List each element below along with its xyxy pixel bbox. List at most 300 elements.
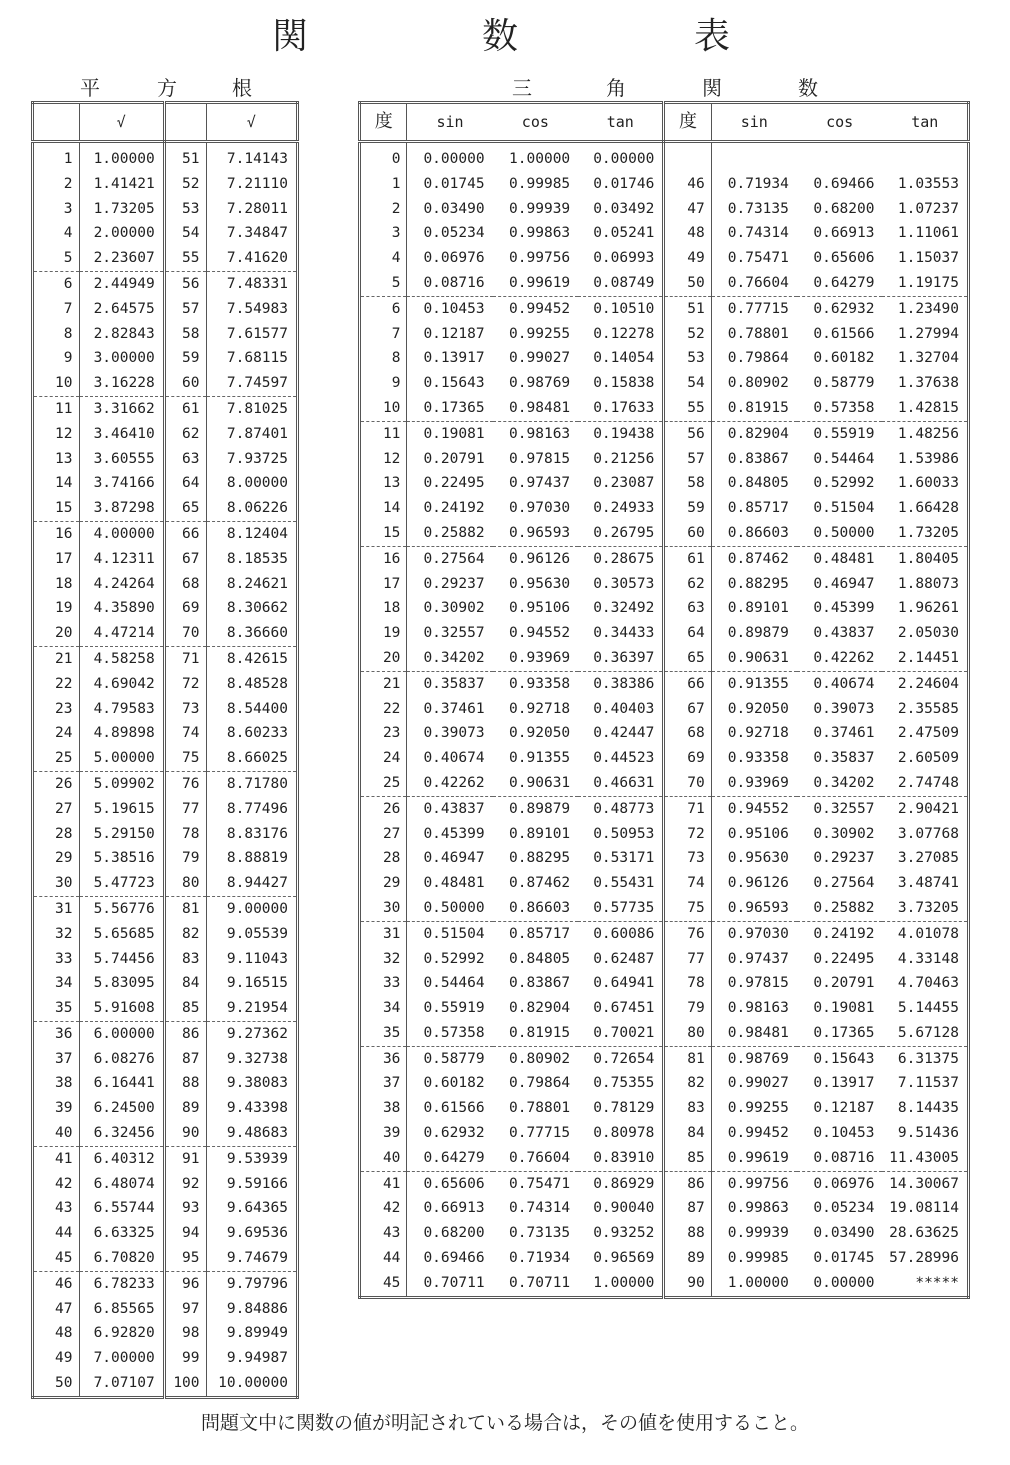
trig-sin: 0.99939 bbox=[727, 1225, 789, 1242]
table-row bbox=[360, 221, 969, 246]
sqrt-heading-char: 平 bbox=[80, 76, 100, 100]
sqrt-value: 4.24264 bbox=[79, 572, 164, 597]
sqrt-value: 7.68115 bbox=[226, 350, 288, 367]
trig-cos: 0.81915 bbox=[493, 1021, 579, 1046]
sqrt-value: 8.88819 bbox=[226, 850, 288, 867]
sqrt-value: 4.35890 bbox=[79, 596, 164, 621]
trig-tan: 1.42815 bbox=[882, 396, 968, 421]
sqrt-n: 98 bbox=[164, 1321, 206, 1346]
table-row bbox=[360, 1021, 969, 1046]
sqrt-value: 4.00000 bbox=[79, 521, 164, 546]
trig-cos: 0.20791 bbox=[813, 975, 875, 992]
trig-tan: 0.64941 bbox=[578, 971, 664, 996]
page-title bbox=[0, 14, 1010, 64]
trig-sin: 0.62932 bbox=[423, 1125, 485, 1142]
table-row bbox=[360, 246, 969, 271]
trig-sin: 0.85717 bbox=[727, 500, 789, 517]
trig-degree: 56 bbox=[664, 421, 711, 446]
trig-degree bbox=[664, 142, 711, 172]
trig-tan: 7.11537 bbox=[897, 1075, 959, 1092]
trig-degree: 75 bbox=[664, 896, 711, 921]
trig-cos: 0.99027 bbox=[509, 350, 571, 367]
sqrt-value: 9.84886 bbox=[226, 1300, 288, 1317]
trig-cos: 0.61566 bbox=[813, 325, 875, 342]
trig-degree: 40 bbox=[360, 1146, 407, 1171]
table-row bbox=[33, 1047, 298, 1072]
trig-sin: 0.15643 bbox=[423, 375, 485, 392]
sqrt-value: 8.00000 bbox=[226, 475, 288, 492]
sqrt-value: 7.28011 bbox=[226, 200, 288, 217]
trig-sin: 0.95106 bbox=[727, 825, 789, 842]
sqrt-n: 33 bbox=[33, 947, 80, 972]
trig-tan: 1.03553 bbox=[897, 175, 959, 192]
trig-cos: 0.32557 bbox=[813, 800, 875, 817]
trig-heading-char: 数 bbox=[798, 76, 818, 100]
sqrt-value: 8.42615 bbox=[226, 650, 288, 667]
sqrt-table bbox=[31, 101, 299, 1399]
table-row bbox=[360, 596, 969, 621]
table-row bbox=[360, 1146, 969, 1171]
sqrt-n: 28 bbox=[33, 822, 80, 847]
trig-sin: 0.22495 bbox=[423, 475, 485, 492]
sqrt-value: 6.85565 bbox=[79, 1297, 164, 1322]
sqrt-n: 78 bbox=[164, 822, 206, 847]
table-row bbox=[360, 871, 969, 896]
table-row bbox=[33, 572, 298, 597]
sqrt-value: 7.00000 bbox=[79, 1346, 164, 1371]
sqrt-n: 30 bbox=[33, 871, 80, 896]
sqrt-n: 93 bbox=[164, 1196, 206, 1221]
sqrt-value: 9.53939 bbox=[226, 1150, 288, 1167]
trig-sin: 0.25882 bbox=[407, 521, 493, 546]
sqrt-n: 1 bbox=[33, 142, 80, 172]
trig-sin: 0.01745 bbox=[423, 175, 485, 192]
trig-sin: 0.99756 bbox=[727, 1175, 789, 1192]
trig-degree: 37 bbox=[360, 1071, 407, 1096]
trig-degree: 16 bbox=[360, 546, 407, 571]
sqrt-n: 5 bbox=[33, 246, 80, 271]
trig-cos: 0.12187 bbox=[813, 1100, 875, 1117]
table-row bbox=[360, 271, 969, 296]
trig-degree: 31 bbox=[360, 921, 407, 946]
trig-tan: 0.44523 bbox=[578, 746, 664, 771]
sqrt-n: 68 bbox=[164, 572, 206, 597]
trig-degree: 9 bbox=[360, 371, 407, 396]
trig-cos: 0.92050 bbox=[509, 725, 571, 742]
table-row bbox=[33, 1371, 298, 1397]
table-row bbox=[33, 496, 298, 521]
sqrt-value: 9.89949 bbox=[226, 1325, 288, 1342]
trig-cos: 0.19081 bbox=[813, 1000, 875, 1017]
trig-degree: 60 bbox=[664, 521, 711, 546]
trig-sin: 0.13917 bbox=[423, 350, 485, 367]
trig-tan: ***** bbox=[915, 1274, 959, 1291]
trig-tan: 1.11061 bbox=[897, 225, 959, 242]
sqrt-n: 59 bbox=[164, 346, 206, 371]
sqrt-value: 6.16441 bbox=[79, 1071, 164, 1096]
sqrt-n: 6 bbox=[33, 271, 80, 296]
trig-tan: 0.55431 bbox=[578, 871, 664, 896]
sqrt-n: 10 bbox=[33, 371, 80, 396]
trig-sin: 0.40674 bbox=[423, 750, 485, 767]
trig-cos: 0.15643 bbox=[813, 1050, 875, 1067]
sqrt-n: 88 bbox=[164, 1071, 206, 1096]
sqrt-n: 37 bbox=[33, 1047, 80, 1072]
sqrt-n: 77 bbox=[164, 797, 206, 822]
trig-tan: 57.28996 bbox=[889, 1250, 959, 1267]
trig-tan: 1.00000 bbox=[578, 1271, 664, 1297]
trig-sin: 0.80902 bbox=[727, 375, 789, 392]
trig-tan: 0.40403 bbox=[578, 697, 664, 722]
table-row bbox=[360, 621, 969, 646]
trig-degree: 58 bbox=[664, 471, 711, 496]
sqrt-value: 3.60555 bbox=[79, 447, 164, 472]
sqrt-n: 54 bbox=[164, 221, 206, 246]
trig-tan: 0.23087 bbox=[578, 471, 664, 496]
trig-tan: 2.47509 bbox=[897, 725, 959, 742]
trig-sin: 0.10453 bbox=[423, 300, 485, 317]
trig-header-tan: tan bbox=[882, 103, 968, 142]
trig-sin: 0.43837 bbox=[423, 800, 485, 817]
sqrt-value: 6.08276 bbox=[79, 1047, 164, 1072]
trig-degree: 79 bbox=[664, 996, 711, 1021]
table-row bbox=[33, 271, 298, 296]
trig-degree: 69 bbox=[664, 746, 711, 771]
trig-degree: 19 bbox=[360, 621, 407, 646]
sqrt-n: 39 bbox=[33, 1096, 80, 1121]
table-row bbox=[33, 822, 298, 847]
trig-cos: 0.99756 bbox=[509, 250, 571, 267]
trig-cos: 0.97437 bbox=[509, 475, 571, 492]
sqrt-n: 99 bbox=[164, 1346, 206, 1371]
trig-degree: 33 bbox=[360, 971, 407, 996]
sqrt-header-n bbox=[164, 103, 206, 142]
sqrt-n: 72 bbox=[164, 672, 206, 697]
trig-cos: 0.66913 bbox=[813, 225, 875, 242]
trig-tan: 1.37638 bbox=[897, 375, 959, 392]
trig-cos: 0.51504 bbox=[813, 500, 875, 517]
trig-degree: 82 bbox=[664, 1071, 711, 1096]
sqrt-header-root: √ bbox=[79, 103, 164, 142]
sqrt-value: 9.27362 bbox=[226, 1025, 288, 1042]
trig-sin: 0.71934 bbox=[727, 175, 789, 192]
trig-sin: 1.00000 bbox=[727, 1274, 789, 1291]
sqrt-value: 8.36660 bbox=[206, 621, 297, 646]
sqrt-n: 73 bbox=[164, 697, 206, 722]
sqrt-value: 9.43398 bbox=[226, 1100, 288, 1117]
trig-sin: 0.51504 bbox=[423, 925, 485, 942]
trig-tan: 14.30067 bbox=[889, 1175, 959, 1192]
sqrt-value: 4.79583 bbox=[79, 697, 164, 722]
trig-degree: 78 bbox=[664, 971, 711, 996]
sqrt-n: 89 bbox=[164, 1096, 206, 1121]
table-row bbox=[33, 371, 298, 396]
trig-degree: 59 bbox=[664, 496, 711, 521]
sqrt-value: 4.89898 bbox=[79, 721, 164, 746]
trig-tan: 0.90040 bbox=[578, 1196, 664, 1221]
trig-sin: 0.99985 bbox=[727, 1250, 789, 1267]
sqrt-value: 9.16515 bbox=[226, 975, 288, 992]
sqrt-value: 2.00000 bbox=[79, 221, 164, 246]
trig-tan: 6.31375 bbox=[897, 1050, 959, 1067]
sqrt-n: 83 bbox=[164, 947, 206, 972]
trig-tan: 0.36397 bbox=[578, 646, 664, 671]
title-char: 数 bbox=[482, 16, 519, 57]
sqrt-value: 5.83095 bbox=[79, 971, 164, 996]
trig-cos: 0.92718 bbox=[509, 700, 571, 717]
trig-cos: 0.46947 bbox=[813, 575, 875, 592]
trig-tan: 1.27994 bbox=[897, 325, 959, 342]
sqrt-n: 49 bbox=[33, 1346, 80, 1371]
trig-cos: 0.89879 bbox=[509, 800, 571, 817]
sqrt-n: 52 bbox=[164, 172, 206, 197]
trig-sin: 0.69466 bbox=[423, 1250, 485, 1267]
table-row bbox=[360, 322, 969, 347]
sqrt-n: 36 bbox=[33, 1021, 80, 1046]
trig-cos: 0.99452 bbox=[509, 300, 571, 317]
trig-heading-char: 三 bbox=[512, 76, 532, 100]
trig-sin: 0.74314 bbox=[727, 225, 789, 242]
trig-sin: 0.98769 bbox=[727, 1050, 789, 1067]
trig-cos: 0.55919 bbox=[813, 425, 875, 442]
sqrt-value: 6.40312 bbox=[79, 1146, 164, 1171]
sqrt-value: 8.18535 bbox=[226, 550, 288, 567]
sqrt-value: 7.34847 bbox=[226, 225, 288, 242]
trig-tan: 0.01746 bbox=[578, 172, 664, 197]
trig-cos: 0.83867 bbox=[509, 975, 571, 992]
trig-degree: 1 bbox=[360, 172, 407, 197]
table-row bbox=[33, 1271, 298, 1296]
sqrt-value: 5.00000 bbox=[79, 746, 164, 771]
trig-cos: 0.10453 bbox=[813, 1125, 875, 1142]
sqrt-value: 7.07107 bbox=[79, 1371, 164, 1397]
trig-tan: 1.53986 bbox=[897, 450, 959, 467]
sqrt-n: 61 bbox=[164, 396, 206, 421]
trig-cos: 0.86603 bbox=[493, 896, 579, 921]
trig-sin: 0.81915 bbox=[711, 396, 797, 421]
table-row bbox=[360, 521, 969, 546]
trig-tan: 0.32492 bbox=[578, 596, 664, 621]
trig-tan: 0.67451 bbox=[578, 996, 664, 1021]
trig-sin: 0.20791 bbox=[423, 450, 485, 467]
trig-degree: 36 bbox=[360, 1046, 407, 1071]
trig-degree: 0 bbox=[360, 142, 407, 172]
trig-degree: 50 bbox=[664, 271, 711, 296]
table-row bbox=[33, 197, 298, 222]
table-row bbox=[360, 796, 969, 821]
trig-cos bbox=[797, 142, 883, 172]
trig-tan: 4.70463 bbox=[897, 975, 959, 992]
trig-cos: 0.06976 bbox=[813, 1175, 875, 1192]
table-row bbox=[33, 172, 298, 197]
table-row bbox=[360, 471, 969, 496]
trig-degree: 89 bbox=[664, 1246, 711, 1271]
trig-degree: 38 bbox=[360, 1096, 407, 1121]
sqrt-n: 34 bbox=[33, 971, 80, 996]
sqrt-value: 9.74679 bbox=[206, 1246, 297, 1271]
sqrt-value: 9.94987 bbox=[226, 1350, 288, 1367]
trig-tan: 4.01078 bbox=[897, 925, 959, 942]
trig-sin: 0.97437 bbox=[727, 950, 789, 967]
trig-degree: 35 bbox=[360, 1021, 407, 1046]
sqrt-n: 91 bbox=[164, 1146, 206, 1171]
trig-tan: 2.60509 bbox=[897, 750, 959, 767]
trig-sin: 0.39073 bbox=[423, 725, 485, 742]
trig-header-cos: cos bbox=[493, 103, 579, 142]
table-row bbox=[33, 1071, 298, 1096]
trig-degree: 32 bbox=[360, 947, 407, 972]
trig-degree: 80 bbox=[664, 1021, 711, 1046]
trig-degree: 70 bbox=[664, 771, 711, 796]
trig-tan: 0.06993 bbox=[578, 246, 664, 271]
trig-cos: 0.98769 bbox=[509, 375, 571, 392]
trig-degree: 72 bbox=[664, 822, 711, 847]
trig-degree: 45 bbox=[360, 1271, 407, 1297]
sqrt-value: 9.11043 bbox=[226, 950, 288, 967]
trig-degree: 15 bbox=[360, 521, 407, 546]
trig-degree: 49 bbox=[664, 246, 711, 271]
trig-degree: 30 bbox=[360, 896, 407, 921]
trig-cos: 0.93358 bbox=[509, 675, 571, 692]
trig-sin: 0.70711 bbox=[423, 1274, 485, 1291]
sqrt-value: 7.41620 bbox=[206, 246, 297, 271]
trig-tan: 0.53171 bbox=[578, 846, 664, 871]
trig-tan: 1.32704 bbox=[897, 350, 959, 367]
trig-heading bbox=[0, 74, 1010, 102]
sqrt-heading-char: 方 bbox=[157, 76, 177, 100]
sqrt-value: 4.12311 bbox=[79, 547, 164, 572]
trig-degree: 13 bbox=[360, 471, 407, 496]
table-row bbox=[33, 971, 298, 996]
table-row bbox=[33, 672, 298, 697]
sqrt-value: 6.32456 bbox=[79, 1121, 164, 1146]
sqrt-value: 5.56776 bbox=[79, 896, 164, 921]
table-row bbox=[360, 371, 969, 396]
table-row bbox=[33, 422, 298, 447]
sqrt-n: 12 bbox=[33, 422, 80, 447]
trig-tan: 4.33148 bbox=[897, 950, 959, 967]
sqrt-value: 6.00000 bbox=[79, 1021, 164, 1046]
trig-degree: 21 bbox=[360, 671, 407, 696]
trig-degree: 52 bbox=[664, 322, 711, 347]
table-row bbox=[33, 346, 298, 371]
trig-sin: 0.06976 bbox=[423, 250, 485, 267]
table-row bbox=[33, 996, 298, 1021]
trig-tan: 0.03492 bbox=[578, 197, 664, 222]
sqrt-n: 31 bbox=[33, 896, 80, 921]
sqrt-n: 69 bbox=[164, 596, 206, 621]
trig-cos: 0.78801 bbox=[509, 1100, 571, 1117]
trig-degree: 53 bbox=[664, 346, 711, 371]
trig-degree: 11 bbox=[360, 421, 407, 446]
sqrt-value: 6.92820 bbox=[79, 1321, 164, 1346]
sqrt-n: 56 bbox=[164, 271, 206, 296]
table-row bbox=[360, 771, 969, 796]
trig-cos: 0.50000 bbox=[797, 521, 883, 546]
sqrt-value: 3.31662 bbox=[79, 396, 164, 421]
trig-cos: 0.95630 bbox=[509, 575, 571, 592]
trig-tan: 11.43005 bbox=[882, 1146, 968, 1171]
trig-tan: 2.74748 bbox=[882, 771, 968, 796]
sqrt-n: 57 bbox=[164, 297, 206, 322]
table-row bbox=[360, 697, 969, 722]
table-row bbox=[33, 746, 298, 771]
table-row bbox=[360, 1196, 969, 1221]
table-row bbox=[33, 1196, 298, 1221]
sqrt-value: 9.48683 bbox=[206, 1121, 297, 1146]
trig-sin: 0.29237 bbox=[423, 575, 485, 592]
sqrt-n: 71 bbox=[164, 646, 206, 671]
table-row bbox=[360, 197, 969, 222]
trig-degree: 86 bbox=[664, 1171, 711, 1196]
sqrt-value: 8.48528 bbox=[226, 675, 288, 692]
trig-tan: 0.62487 bbox=[578, 947, 664, 972]
trig-cos: 0.94552 bbox=[509, 625, 571, 642]
sqrt-n: 46 bbox=[33, 1271, 80, 1296]
sqrt-n: 2 bbox=[33, 172, 80, 197]
sqrt-value: 8.30662 bbox=[226, 600, 288, 617]
sqrt-n: 94 bbox=[164, 1221, 206, 1246]
trig-tan: 28.63625 bbox=[889, 1225, 959, 1242]
trig-tan: 0.50953 bbox=[578, 822, 664, 847]
sqrt-n: 41 bbox=[33, 1146, 80, 1171]
trig-sin: 0.37461 bbox=[423, 700, 485, 717]
trig-cos: 0.71934 bbox=[509, 1250, 571, 1267]
trig-degree: 84 bbox=[664, 1121, 711, 1146]
trig-sin: 0.66913 bbox=[423, 1200, 485, 1217]
trig-tan: 2.90421 bbox=[897, 800, 959, 817]
trig-tan: 2.24604 bbox=[897, 675, 959, 692]
trig-degree: 8 bbox=[360, 346, 407, 371]
table-row bbox=[33, 896, 298, 921]
trig-cos: 0.80902 bbox=[509, 1050, 571, 1067]
sqrt-header-n bbox=[33, 103, 80, 142]
trig-cos: 0.70711 bbox=[509, 1274, 571, 1291]
sqrt-value: 2.82843 bbox=[79, 322, 164, 347]
table-row bbox=[33, 297, 298, 322]
trig-tan: 0.75355 bbox=[578, 1071, 664, 1096]
trig-tan: 0.05241 bbox=[578, 221, 664, 246]
trig-cos: 0.42262 bbox=[797, 646, 883, 671]
trig-cos: 0.25882 bbox=[797, 896, 883, 921]
trig-sin: 0.24192 bbox=[423, 500, 485, 517]
trig-cos: 0.08716 bbox=[797, 1146, 883, 1171]
sqrt-n: 43 bbox=[33, 1196, 80, 1221]
trig-tan: 0.34433 bbox=[578, 621, 664, 646]
trig-sin: 0.19081 bbox=[423, 425, 485, 442]
table-row bbox=[360, 721, 969, 746]
trig-cos: 0.99985 bbox=[509, 175, 571, 192]
table-row bbox=[360, 172, 969, 197]
sqrt-value: 8.60233 bbox=[226, 725, 288, 742]
sqrt-n: 50 bbox=[33, 1371, 80, 1397]
table-row bbox=[360, 346, 969, 371]
sqrt-n: 22 bbox=[33, 672, 80, 697]
trig-cos: 0.99863 bbox=[509, 225, 571, 242]
sqrt-n: 14 bbox=[33, 471, 80, 496]
trig-degree: 29 bbox=[360, 871, 407, 896]
trig-cos: 0.40674 bbox=[813, 675, 875, 692]
sqrt-value: 1.73205 bbox=[79, 197, 164, 222]
trig-cos: 0.98163 bbox=[509, 425, 571, 442]
sqrt-n: 35 bbox=[33, 996, 80, 1021]
sqrt-n: 13 bbox=[33, 447, 80, 472]
trig-degree: 3 bbox=[360, 221, 407, 246]
trig-sin: 0.54464 bbox=[423, 975, 485, 992]
trig-tan: 0.96569 bbox=[578, 1246, 664, 1271]
trig-cos: 0.13917 bbox=[813, 1075, 875, 1092]
trig-sin: 0.92718 bbox=[727, 725, 789, 742]
